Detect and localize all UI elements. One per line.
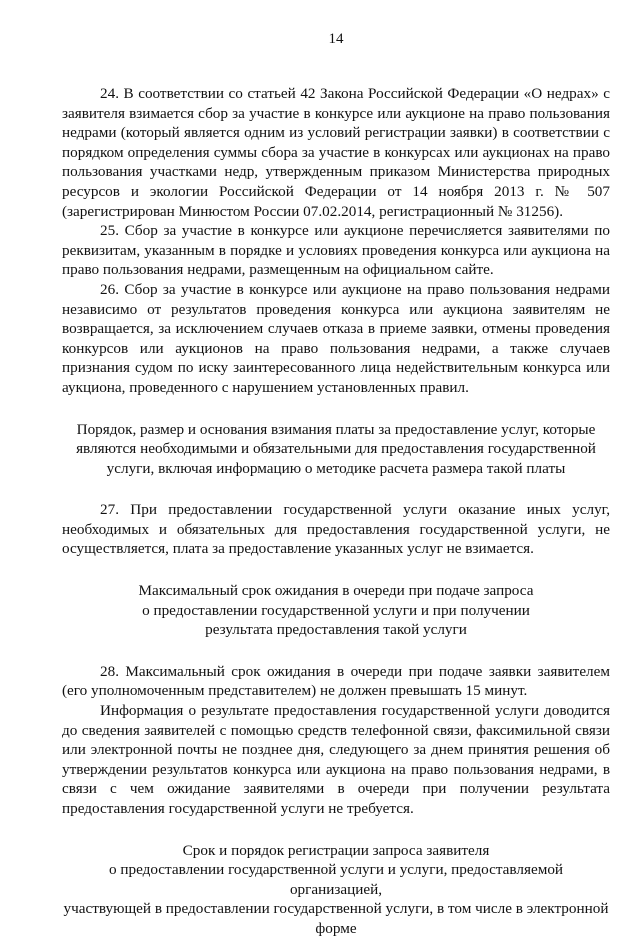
document-page (62, 30, 610, 939)
heading-line: форме (315, 919, 357, 937)
heading-line: Максимальный срок ожидания в очереди при подаче запроса (138, 582, 534, 600)
section-heading-registration (62, 841, 610, 939)
page-number: 14 (328, 31, 344, 47)
paragraph-25: 25. Сбор за участие в конкурсе или аукционе перечисляется заявителями по реквизитам, указанным в порядке и условиях проведения конкурса или аукциона на право пользования недрами, размещенным на официальном сайте. (62, 222, 610, 279)
paragraph-result-info: Информация о результате предоставления государственной услуги доводится до сведения заявителей с помощью средств телефонной связи, факсимильной связи или электронной почты не позднее дня, следующего за днем принятия решения об утверждении результатов конкурса или аукциона на право пользования недрами, в связи с чем ожидание заявителями в очереди при получении результата предоставления государственной услуги не требуется. (62, 702, 610, 817)
heading-line: услуги, включая информацию о методике расчета размера такой платы (106, 459, 566, 477)
heading-line: участвующей в предоставлении государственной услуги, в том числе в электронной (63, 900, 609, 918)
section-heading-queue (62, 581, 610, 640)
paragraph-28: 28. Максимальный срок ожидания в очереди при подаче заявки заявителем (его уполномоченным представителем) не должен превышать 15 минут. (62, 662, 610, 700)
heading-line: Порядок, размер и основания взимания платы за предоставление услуг, которые (76, 420, 596, 438)
heading-line: о предоставлении государственной услуги и услуги, предоставляемой организацией, (108, 861, 564, 898)
paragraph-27: 27. При предоставлении государственной услуги оказание иных услуг, необходимых и обязательных для предоставления государственной услуги, не осуществляется, плата за предоставление указанных услуг не взимается. (62, 501, 610, 558)
section-heading-fees (62, 420, 610, 479)
paragraph-24: 24. В соответствии со статьей 42 Закона Российской Федерации «О недрах» с заявителя взимается сбор за участие в конкурсе или аукционе на право пользования недрами (который является одним из условий регистрации заявки) в соответствии с порядком определения суммы сбора за участие в конкурсах или аукционах на право пользования участками недр, утвержденным приказом Министерства природных ресурсов и экологии Российской Федерации от 14 ноября 2013 г. № 507 (зарегистрирован Минюстом России 07.02.2014, регистрационный № 31256). (62, 85, 610, 220)
heading-line: результата предоставления такой услуги (205, 621, 467, 639)
heading-line: являются необходимыми и обязательными для предоставления государственной (76, 440, 596, 458)
paragraph-26: 26. Сбор за участие в конкурсе или аукционе на право пользования недрами независимо от результатов проведения конкурса или аукциона заявителям не возвращается, за исключением случаев отказа в приеме заявки, отмены проведения конкурсов или аукционов на право пользования недрами, а также случаев признания судом по иску заинтересованного лица недействительным конкурса или аукциона, проведенного с нарушением установленных правил. (62, 280, 610, 396)
heading-line: о предоставлении государственной услуги и при получении (142, 601, 530, 619)
heading-line: Срок и порядок регистрации запроса заявителя (182, 841, 490, 859)
